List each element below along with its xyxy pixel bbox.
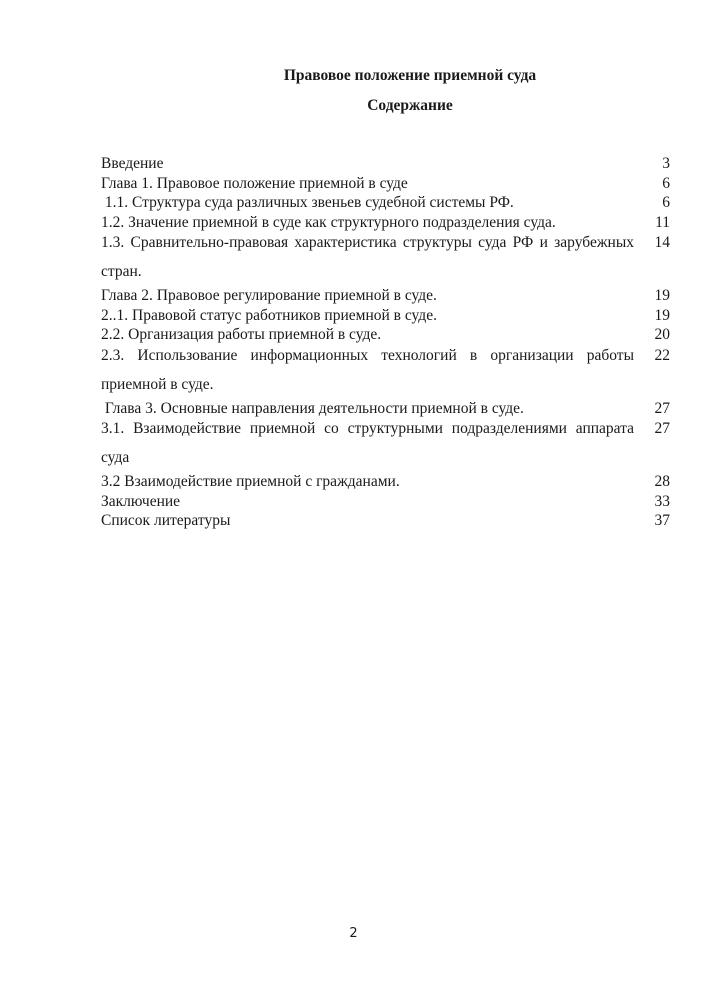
toc-entry-section-1-3 [101,228,670,286]
toc-heading: Содержание [367,97,453,114]
toc-entry-page: 22 [654,346,670,364]
toc-entry-page: 14 [654,234,670,251]
toc-entry-page: 37 [654,512,670,529]
toc-entry-text: 2.3. Использование информационных технологий в организации работы приемной в суде. [101,346,634,393]
toc-entry-text: 1.1. Структура суда различных звеньев судебной системы РФ. [101,194,514,211]
toc-entry-section-2-1 [101,306,670,326]
toc-entry-chapter-2 [101,286,670,306]
toc-entry-text: 3.1. Взаимодействие приемной со структурными подразделениями аппарата суда [101,420,634,466]
toc-entry-text: Заключение [101,492,181,510]
toc-entry-section-1-1 [101,193,670,213]
page-number: 2 [349,926,358,941]
toc-entry-page: 3 [662,155,670,172]
toc-entry-page: 19 [654,287,670,304]
toc-entry-page: 6 [662,194,670,211]
toc-entry-page: 27 [654,420,670,437]
toc-entry-text: 1.3. Сравнительно-правовая характеристика структуры суда РФ и зарубежных стран. [101,234,634,280]
toc-entry-conclusion [101,492,670,512]
toc-entry-page: 20 [654,326,670,343]
toc-entry-section-2-3 [101,341,670,399]
toc-entry-introduction [101,154,670,174]
toc-entry-text: 1.2. Значение приемной в суде как структурного подразделения суда. [101,213,556,231]
toc-entry-page: 19 [654,306,670,324]
toc-entry-text: Глава 1. Правовое положение приемной в суде [101,174,408,192]
toc-entry-bibliography [101,511,670,531]
toc-entry-page: 6 [662,174,670,192]
toc-entry-chapter-1 [101,174,670,194]
toc-entry-text: Глава 3. Основные направления деятельности приемной в суде. [101,399,524,417]
toc-entry-page: 11 [655,213,670,231]
table-of-contents [101,154,670,531]
toc-entry-section-3-1 [101,414,670,472]
toc-entry-text: 2.2. Организация работы приемной в суде. [101,326,382,343]
toc-entry-page: 27 [654,399,670,417]
toc-entry-page: 28 [654,473,670,490]
toc-entry-text: Глава 2. Правовое регулирование приемной в суде. [101,287,437,304]
toc-entry-section-3-2 [101,472,670,492]
document-title: Правовое положение приемной суда [283,67,537,84]
toc-entry-text: Список литературы [101,512,231,529]
toc-entry-page: 33 [654,492,670,510]
toc-entry-text: 3.2 Взаимодействие приемной с гражданами. [101,473,400,490]
toc-entry-text: 2..1. Правовой статус работников приемной в суде. [101,306,437,324]
toc-entry-text: Введение [101,155,164,172]
